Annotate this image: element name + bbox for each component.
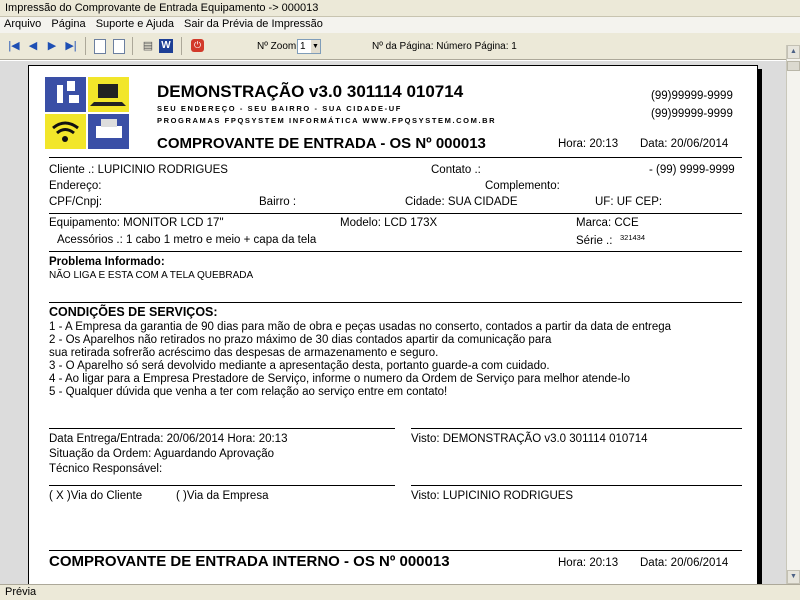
two-pages-icon[interactable] (113, 39, 125, 54)
contato-phone: - (99) 9999-9999 (649, 164, 735, 176)
toolbar (0, 33, 800, 60)
scroll-thumb[interactable] (787, 61, 800, 71)
problema-label: Problema Informado: (49, 256, 165, 268)
company-programs: PROGRAMAS FPQSYSTEM INFORMÁTICA WWW.FPQSYSTEM.COM.BR (157, 116, 497, 125)
close-icon[interactable]: ⏻ (191, 39, 204, 52)
tecnico-field: Técnico Responsável: (49, 463, 163, 475)
equipamento-field: Equipamento: MONITOR LCD 17" (49, 217, 224, 229)
toolbar-separator (132, 37, 133, 55)
logo-laptop-quadrant (88, 77, 129, 112)
toolbar-separator (181, 37, 182, 55)
condicao-line: 5 - Qualquer dúvida que venha a ter com relação ao serviço entre em contato! (49, 386, 448, 398)
menu-sair[interactable]: Sair da Prévia de Impressão (184, 18, 323, 30)
condicao-line: 2 - Os Aparelhos não retirados no prazo máximo de 30 dias contados apartir da comunicação para (49, 334, 552, 346)
bairro-field: Bairro : (259, 196, 297, 208)
word-export-icon[interactable]: W (159, 39, 173, 53)
zoom-label: Nº Zoom (257, 41, 297, 52)
signature-line (49, 485, 395, 486)
divider (49, 302, 742, 303)
zoom-select[interactable] (297, 39, 321, 54)
chevron-down-icon[interactable]: ▼ (311, 40, 320, 53)
company-phone-2: (99)99999-9999 (651, 108, 733, 120)
document-title: COMPROVANTE DE ENTRADA - OS Nº 000013 (157, 135, 486, 152)
menu-bar (0, 17, 800, 33)
zoom-value: 1 (300, 41, 306, 52)
condicoes-title: CONDIÇÕES DE SERVIÇOS: (49, 305, 218, 319)
contato-field: Contato .: (431, 164, 481, 176)
cidade-field: Cidade: SUA CIDADE (405, 196, 518, 208)
serie-label: Série .: (576, 235, 613, 247)
print-icon[interactable]: ▤ (142, 40, 154, 52)
toolbar-separator (85, 37, 86, 55)
window-title: Impressão do Comprovante de Entrada Equipamento -> 000013 (0, 0, 800, 17)
prev-page-icon[interactable]: ◀ (28, 40, 38, 52)
visto-empresa: Visto: DEMONSTRAÇÃO v3.0 301114 010714 (411, 433, 648, 445)
document-title-internal: COMPROVANTE DE ENTRADA INTERNO - OS Nº 000013 (49, 553, 450, 570)
company-name: DEMONSTRAÇÃO v3.0 301114 010714 (157, 82, 464, 101)
company-logo (45, 77, 129, 149)
data-entrega-field: Data Entrega/Entrada: 20/06/2014 Hora: 20:13 (49, 433, 288, 445)
endereco-field: Endereço: (49, 180, 102, 192)
situacao-field: Situação da Ordem: Aguardando Aprovação (49, 448, 275, 460)
signature-line (411, 428, 742, 429)
status-bar: Prévia (0, 584, 800, 600)
marca-field: Marca: CCE (576, 217, 639, 229)
scroll-down-icon[interactable]: ▼ (787, 570, 800, 584)
document-date-internal: Data: 20/06/2014 (640, 557, 729, 569)
cliente-field: Cliente .: LUPICINIO RODRIGUES (49, 164, 228, 176)
modelo-field: Modelo: LCD 173X (340, 217, 438, 229)
uf-cep-field: UF: UF CEP: (595, 196, 663, 208)
logo-network-quadrant (45, 77, 86, 112)
menu-arquivo[interactable]: Arquivo (4, 18, 42, 30)
problema-text: NÃO LIGA E ESTA COM A TELA QUEBRADA (49, 270, 254, 281)
menu-pagina[interactable]: Página (51, 18, 86, 30)
complemento-field: Complemento: (485, 180, 560, 192)
scroll-up-icon[interactable]: ▲ (787, 45, 800, 59)
page-number-label: Nº da Página: Número Página: 1 (372, 41, 517, 52)
condicao-line: 4 - Ao ligar para a Empresa Prestadore de Serviço, informe o numero da Ordem de Serviço para melhor atende-lo (49, 373, 631, 385)
divider (49, 157, 742, 158)
preview-area (0, 61, 786, 584)
report-page (28, 65, 758, 584)
acessorios-field: Acessórios .: 1 cabo 1 metro e meio + capa da tela (57, 234, 317, 246)
vertical-scrollbar[interactable] (786, 45, 800, 584)
divider (49, 213, 742, 214)
next-page-icon[interactable]: ▶ (47, 40, 57, 52)
logo-printer-quadrant (88, 114, 129, 149)
logo-wifi-quadrant (45, 114, 86, 149)
signature-line (49, 428, 395, 429)
via-cliente: ( X )Via do Cliente (49, 490, 143, 502)
document-time: Hora: 20:13 (558, 138, 619, 150)
condicao-line: 3 - O Aparelho só será devolvido mediante a apresentação desta, portanto guarde-a com cuidado. (49, 360, 550, 372)
menu-suporte[interactable]: Suporte e Ajuda (95, 18, 174, 30)
company-address: SEU ENDEREÇO - SEU BAIRRO - SUA CIDADE-UF (157, 104, 402, 113)
cpf-field: CPF/Cnpj: (49, 196, 103, 208)
last-page-icon[interactable]: ▶| (65, 40, 77, 52)
visto-cliente: Visto: LUPICINIO RODRIGUES (411, 490, 574, 502)
condicao-line: 1 - A Empresa da garantia de 90 dias para mão de obra e peças usadas no conserto, contados a partir da data de entrega (49, 321, 672, 333)
single-page-icon[interactable] (94, 39, 106, 54)
divider (49, 251, 742, 252)
document-time-internal: Hora: 20:13 (558, 557, 619, 569)
company-phone-1: (99)99999-9999 (651, 90, 733, 102)
divider (49, 550, 742, 551)
serie-value: 321434 (620, 233, 646, 242)
document-date: Data: 20/06/2014 (640, 138, 729, 150)
via-empresa: ( )Via da Empresa (176, 490, 269, 502)
first-page-icon[interactable]: |◀ (8, 40, 20, 52)
signature-line (411, 485, 742, 486)
condicao-line: sua retirada sofrerão acréscimo das despesas de armazenamento e seguro. (49, 347, 439, 359)
